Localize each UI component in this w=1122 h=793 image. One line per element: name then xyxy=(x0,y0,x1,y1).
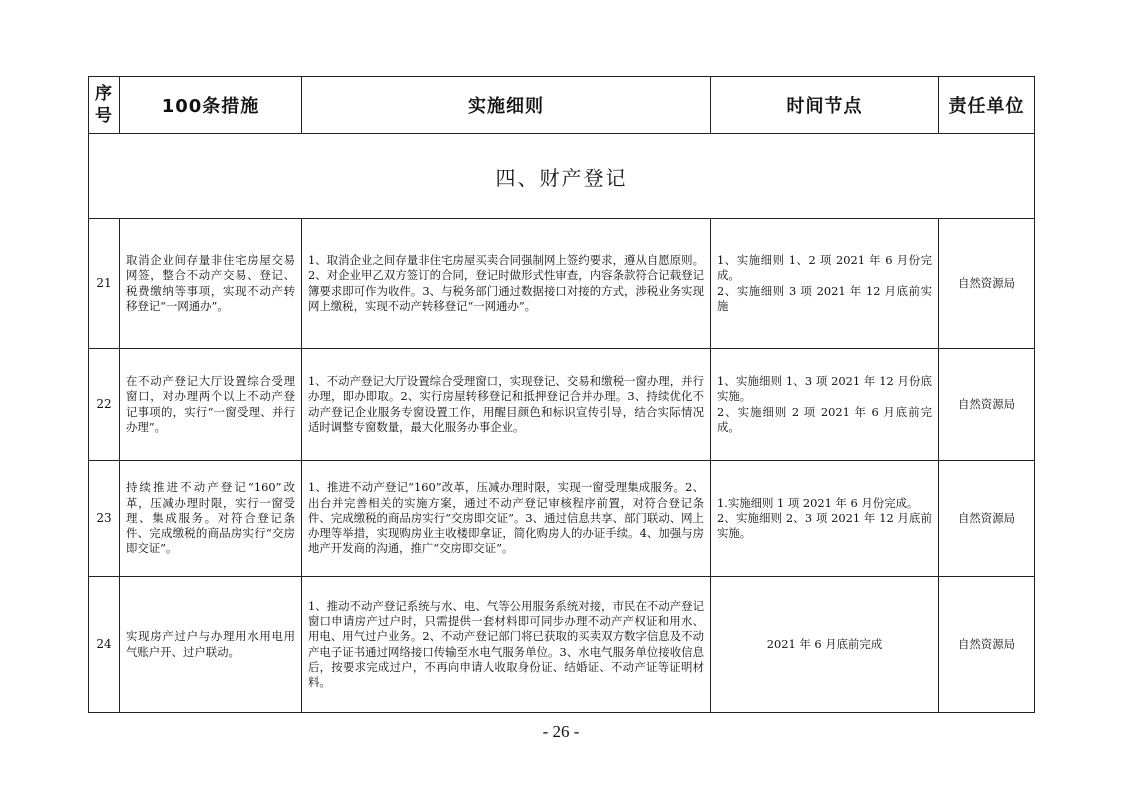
row-seq: 22 xyxy=(89,349,120,461)
timeline-line: 2、实施细则 2、3 项 2021 年 12 月底前实施。 xyxy=(717,510,932,541)
row-seq: 23 xyxy=(89,461,120,577)
table-row xyxy=(89,461,1035,577)
row-seq: 24 xyxy=(89,577,120,713)
row-seq: 21 xyxy=(89,219,120,349)
timeline-line: 1.实施细则 1 项 2021 年 6 月份完成。 xyxy=(717,495,919,510)
table-header-row xyxy=(89,77,1035,134)
timeline-line: 2、实施细则 3 项 2021 年 12 月底前实施 xyxy=(717,283,932,313)
row-timeline xyxy=(711,461,939,577)
row-detail: 1、取消企业之间存量非住宅房屋买卖合同强制网上签约要求，遵从自愿原则。2、对企业甲乙双方签订的合同，登记时做形式性审查，内容条款符合记载登记簿要求即可作为收件。3、与税务部门通过数据接口对接的方式，涉税业务实现网上缴税，实现不动产转移登记“一网通办”。 xyxy=(302,219,711,349)
section-row xyxy=(89,134,1035,219)
row-measure: 实现房产过户与办理用水用电用气账户开、过户联动。 xyxy=(120,577,302,713)
row-detail: 1、推进不动产登记“160”改革，压减办理时限，实现一窗受理集成服务。2、出台并完善相关的实施方案，通过不动产登记审核程序前置，对符合登记条件、完成缴税的商品房实行“交房即交证”。3、通过信息共享、部门联动、网上办理等举措，实现购房业主收楼即拿证，简化购房人的办证手续。4、加强与房地产开发商的沟通，推广“交房即交证”。 xyxy=(302,461,711,577)
table-row xyxy=(89,219,1035,349)
row-timeline xyxy=(711,219,939,349)
header-unit: 责任单位 xyxy=(939,77,1035,134)
timeline-line: 2、实施细则 2 项 2021 年 6 月底前完成。 xyxy=(717,404,932,434)
page-number: - 26 - xyxy=(542,722,580,741)
row-unit: 自然资源局 xyxy=(939,461,1035,577)
header-detail: 实施细则 xyxy=(302,77,711,134)
table-row xyxy=(89,349,1035,461)
row-detail: 1、推动不动产登记系统与水、电、气等公用服务系统对接，市民在不动产登记窗口申请房产过户时，只需提供一套材料即可同步办理不动产产权证和用水、用电、用气过户业务。2、不动产登记部门将已获取的买卖双方数字信息及不动产电子证书通过网络接口传输至水电气服务单位。3、水电气服务单位接收信息后，按要求完成过户，不再向申请人收取身份证、结婚证、不动产证等证明材料。 xyxy=(302,577,711,713)
measures-table xyxy=(88,76,1035,713)
header-seq: 序号 xyxy=(89,77,120,134)
timeline-line: 2021 年 6 月底前完成 xyxy=(766,636,883,651)
table-row xyxy=(89,577,1035,713)
header-measure: 100条措施 xyxy=(120,77,302,134)
row-measure: 在不动产登记大厅设置综合受理窗口，对办理两个以上不动产登记事项的，实行“一窗受理、并行办理”。 xyxy=(120,349,302,461)
section-title: 四、财产登记 xyxy=(89,134,1035,219)
row-unit: 自然资源局 xyxy=(939,349,1035,461)
row-measure: 持续推进不动产登记“160”改革，压减办理时限，实行一窗受理、集成服务。对符合登记条件、完成缴税的商品房实行“交房即交证”。 xyxy=(120,461,302,577)
row-unit: 自然资源局 xyxy=(939,219,1035,349)
timeline-line: 1、实施细则 1、2 项 2021 年 6 月份完成。 xyxy=(717,253,932,283)
row-unit: 自然资源局 xyxy=(939,577,1035,713)
timeline-line: 1、实施细则 1、3 项 2021 年 12 月份底实施。 xyxy=(717,374,932,404)
header-timeline: 时间节点 xyxy=(711,77,939,134)
row-timeline xyxy=(711,349,939,461)
row-detail: 1、不动产登记大厅设置综合受理窗口，实现登记、交易和缴税一窗办理，并行办理，即办即取。2、实行房屋转移登记和抵押登记合并办理。3、持续优化不动产登记企业服务专窗设置工作，用醒目颜色和标识宣传引导，结合实际情况适时调整专窗数量，最大化服务办事企业。 xyxy=(302,349,711,461)
row-timeline xyxy=(711,577,939,713)
row-measure: 取消企业间存量非住宅房屋交易网签，整合不动产交易、登记、税费缴纳等事项，实现不动产转移登记“一网通办”。 xyxy=(120,219,302,349)
